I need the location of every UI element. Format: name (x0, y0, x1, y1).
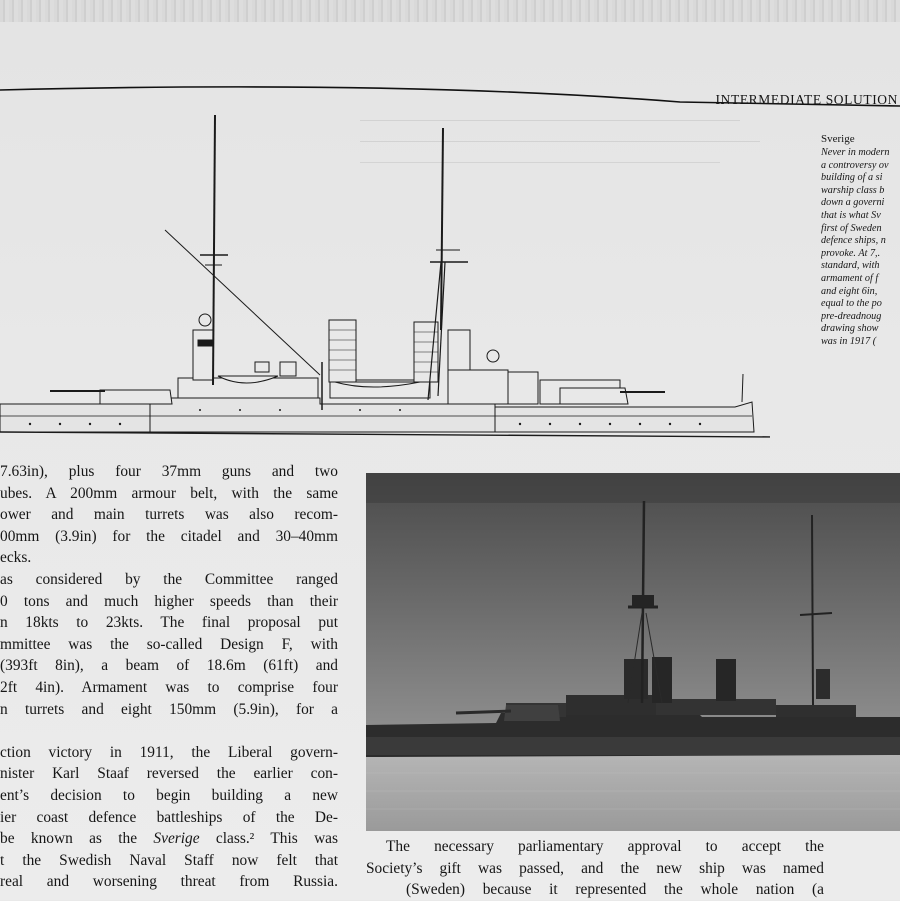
running-head: INTERMEDIATE SOLUTION (715, 92, 898, 107)
body-line: 7.63in), plus four 37mm guns and two (0, 463, 338, 480)
caption-title: Sverige (821, 133, 855, 145)
caption-line: drawing show (821, 323, 879, 335)
body-line: 2ft 4in). Armament was to comprise four (0, 678, 338, 696)
body-line: real and worsening threat from Russia. (0, 873, 338, 891)
caption-line: provoke. At 7,. (821, 247, 881, 259)
caption-line: pre-dreadnoug (821, 310, 882, 322)
caption-line: warship class b (821, 184, 885, 196)
caption-line: armament of f (821, 272, 879, 284)
caption-line: and eight 6in, (821, 285, 878, 297)
body-line: ower and main turrets was also recom- (0, 506, 338, 524)
body-line: ier coast defence battleships of the De- (0, 808, 338, 826)
body-line: 0 tons and much higher speeds than their (0, 592, 338, 610)
caption-line: that is what Sv (821, 209, 881, 221)
body-line: 00mm (3.9in) for the citadel and 30–40mm (0, 527, 338, 545)
caption-line: Never in modern (821, 147, 890, 158)
ship-profile-drawing (0, 110, 770, 440)
body-line: n turrets and eight 150mm (5.9in), for a (0, 700, 338, 718)
caption-text (821, 147, 900, 349)
body-line: The necessary parliamentary approval to accept the (386, 838, 824, 855)
body-line-segment: be known as the (0, 830, 154, 848)
caption-line: a controversy ov (821, 159, 889, 171)
ship-photograph (366, 473, 900, 831)
caption-line: defence ships, n (821, 235, 886, 247)
body-line-blank (0, 720, 338, 742)
body-line (0, 828, 338, 850)
body-text-left-column (0, 461, 338, 893)
caption-line: standard, with (821, 260, 880, 272)
ship-name-italic: Sverige (153, 830, 200, 848)
body-line: t the Swedish Naval Staff now felt that (0, 851, 338, 869)
body-line: Society’s gift was passed, and the new ship was named (366, 859, 824, 877)
body-line: n 18kts to 23kts. The final proposal put (0, 614, 338, 632)
caption-line: down a governi (821, 197, 885, 209)
body-line: (393ft 8in), a beam of 18.6m (61ft) and (0, 657, 338, 675)
body-line: ecks. (0, 549, 32, 567)
body-line: ubes. A 200mm armour belt, with the same (0, 484, 338, 502)
caption-line: first of Sweden (821, 222, 882, 234)
caption-line: building of a si (821, 172, 883, 184)
body-line: ction victory in 1911, the Liberal govern- (0, 743, 338, 761)
body-line: nister Karl Staaf reversed the earlier con- (0, 765, 338, 783)
body-line: ent’s decision to begin building a new (0, 786, 338, 804)
caption-line: was in 1917 ( (821, 335, 877, 347)
body-line-segment: class.² This was (199, 830, 338, 848)
caption-line: equal to the po (821, 298, 882, 310)
body-text-right-column (366, 836, 824, 901)
body-line: mmittee was the so-called Design F, with (0, 635, 338, 653)
body-line: (Sweden) because it represented the whole nation (a (406, 881, 824, 899)
body-line: as considered by the Committee ranged (0, 570, 338, 588)
